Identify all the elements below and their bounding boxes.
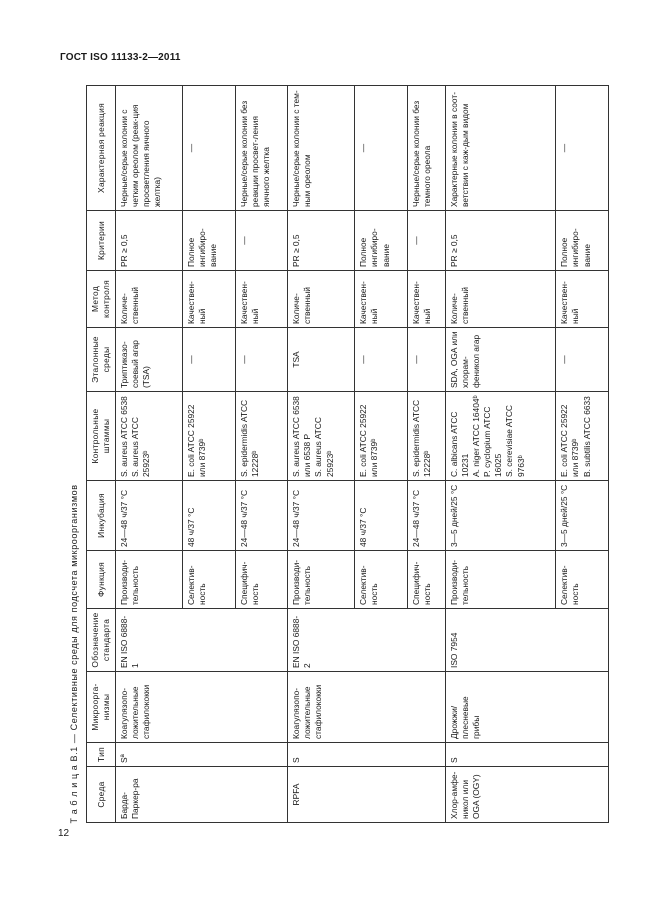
document-header: ГОСТ ISO 11133-2—2011 (60, 52, 181, 63)
cell-reference: Триптиказо-соевый агар (TSA) (116, 328, 183, 392)
cell-medium: Барда-Паркер-ра (116, 767, 288, 823)
cell-function: Селектив-ность (556, 551, 609, 609)
table-caption: Т а б л и ц а В.1 — Селективные среды для подсчета микроорганизмов (69, 483, 79, 823)
cell-function: Специфич-ность (407, 551, 445, 609)
col-header-strains: Контрольные штаммы (87, 392, 116, 481)
cell-criteria: Полное ингибиро-вание (556, 211, 609, 271)
selective-media-table (86, 85, 609, 823)
cell-criteria: Полное ингибиро-вание (183, 211, 236, 271)
cell-incubation: 3—5 дней/25 °C (445, 481, 555, 551)
cell-strains: S. epidermidis ATCC 12228ᵇ (235, 392, 288, 481)
col-header-criteria: Критерии (87, 211, 116, 271)
cell-method: Количе-ственный (288, 271, 355, 328)
col-header-medium: Среда (87, 767, 116, 823)
cell-reference: — (407, 328, 445, 392)
cell-standard: EN ISO 6888-2 (288, 609, 446, 672)
cell-medium: Хлор-амфе-никол или OGA (OGY) (445, 767, 608, 823)
cell-function: Специфич-ность (235, 551, 288, 609)
cell-reaction: Черные/серые колонии с четким ореолом (реак-ция просветления яичного желтка) (116, 86, 183, 211)
cell-criteria: PR ≥ 0,5 (288, 211, 355, 271)
cell-reaction: — (355, 86, 408, 211)
col-header-type: Тип (87, 743, 116, 767)
cell-reference: — (235, 328, 288, 392)
cell-method: Качествен-ный (556, 271, 609, 328)
cell-standard: EN ISO 6888-1 (116, 609, 288, 672)
cell-reaction: Черные/серые колонии с тем-ным ореолом (288, 86, 355, 211)
cell-function: Производи-тельность (445, 551, 555, 609)
col-header-method: Метод контроля (87, 271, 116, 328)
cell-function: Производи-тельность (116, 551, 183, 609)
col-header-reference: Эталонные среды (87, 328, 116, 392)
cell-type: Sª (116, 743, 288, 767)
cell-method: Качествен-ный (407, 271, 445, 328)
cell-incubation: 3—5 дней/25 °C (556, 481, 609, 551)
col-header-organisms: Микроорга-низмы (87, 672, 116, 743)
cell-incubation: 24—48 ч/37 °C (235, 481, 288, 551)
table-container (86, 86, 609, 823)
cell-reference: — (556, 328, 609, 392)
cell-type: S (288, 743, 446, 767)
cell-strains: S. epidermidis ATCC 12228ᵇ (407, 392, 445, 481)
cell-reaction: Черные/серые колонии без реакции просвет-ления яичного желтка (235, 86, 288, 211)
cell-reference: TSA (288, 328, 355, 392)
cell-method: Качествен-ный (183, 271, 236, 328)
cell-criteria: PR ≥ 0,5 (116, 211, 183, 271)
cell-reaction: Черные/серые колонии без темного ореола (407, 86, 445, 211)
cell-standard: ISO 7954 (445, 609, 608, 672)
cell-organisms: Коагулязопо-ложительные стафилококки (288, 672, 446, 743)
cell-organisms: Дрожжи/ плесневые грибы (445, 672, 608, 743)
col-header-standard: Обозначение стандарта (87, 609, 116, 672)
cell-reaction: Характерные колонии в соот-ветствии с каж-дым видом (445, 86, 555, 211)
cell-method: Качествен-ный (355, 271, 408, 328)
cell-medium: RPFA (288, 767, 446, 823)
cell-reference: — (355, 328, 408, 392)
table-caption-container (66, 86, 82, 823)
cell-criteria: — (407, 211, 445, 271)
cell-type: S (445, 743, 608, 767)
cell-strains: C. albicans ATCC 10231 A. niger ATCC 16404ᵇ P. cyclopium ATCC 16025 S. cerevisiae ATCC 9763ᵇ (445, 392, 555, 481)
cell-method: Качествен-ный (235, 271, 288, 328)
table-row (445, 86, 555, 823)
cell-strains: E. coli ATCC 25922 или 8739ᵇ (355, 392, 408, 481)
header-row (87, 86, 116, 823)
cell-function: Производи-тельность (288, 551, 355, 609)
col-header-incubation: Инкубация (87, 481, 116, 551)
cell-method: Количе-ственный (445, 271, 555, 328)
cell-criteria: Полное ингибиро-вание (355, 211, 408, 271)
cell-reference: — (183, 328, 236, 392)
cell-reaction: — (556, 86, 609, 211)
cell-criteria: — (235, 211, 288, 271)
cell-function: Селектив-ность (355, 551, 408, 609)
cell-incubation: 24—48 ч/37 °C (407, 481, 445, 551)
cell-incubation: 48 ч/37 °C (355, 481, 408, 551)
cell-incubation: 24—48 ч/37 °C (116, 481, 183, 551)
cell-incubation: 48 ч/37 °C (183, 481, 236, 551)
cell-organisms: Коагулязопо-ложительные стафилококки (116, 672, 288, 743)
cell-strains: S. aureus ATCC 6538 S. aureus ATCC 25923ᵇ (116, 392, 183, 481)
col-header-reaction: Характерная реакция (87, 86, 116, 211)
cell-incubation: 24—48 ч/37 °C (288, 481, 355, 551)
cell-strains: E. coli ATCC 25922 или 8739ᵇ B. subtilis ATCC 6633 (556, 392, 609, 481)
table-row (116, 86, 183, 823)
cell-method: Количе-ственный (116, 271, 183, 328)
cell-reference: SDA, OGA или хлорам-феникол агар (445, 328, 555, 392)
page-number: 12 (58, 828, 70, 839)
cell-strains: S. aureus ATCC 6538 или 6538 P S. aureus ATCC 25923ᵇ (288, 392, 355, 481)
cell-reaction: — (183, 86, 236, 211)
col-header-function: Функция (87, 551, 116, 609)
cell-function: Селектив-ность (183, 551, 236, 609)
table-row (288, 86, 355, 823)
rotated-table-frame (86, 86, 609, 823)
cell-criteria: PR ≥ 0,5 (445, 211, 555, 271)
cell-strains: E. coli ATCC 25922 или 8739ᵇ (183, 392, 236, 481)
